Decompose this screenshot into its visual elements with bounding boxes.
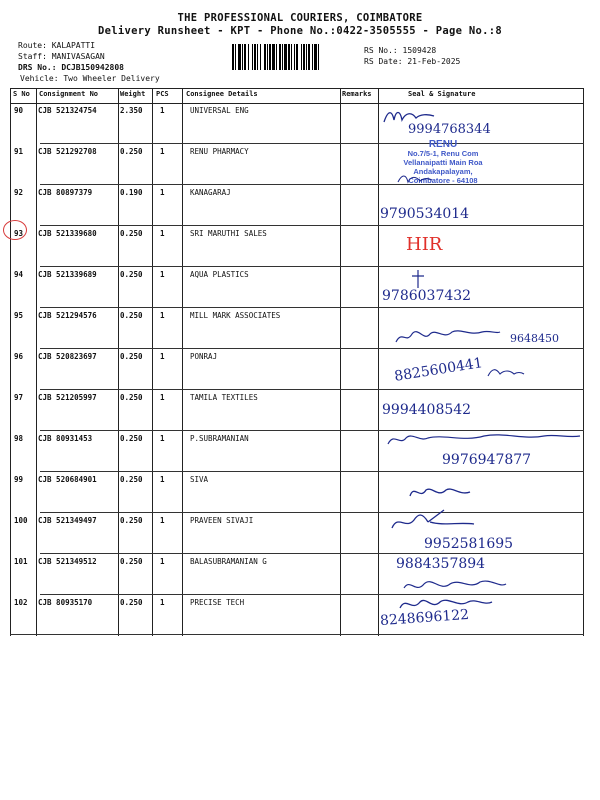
row-sno: 94 [14, 270, 24, 279]
row-pcs: 1 [160, 106, 165, 115]
table-row [10, 389, 584, 430]
row-pcs: 1 [160, 188, 165, 197]
handwritten-phone: 9994768344 [408, 122, 491, 137]
handwritten-phone: 9884357894 [396, 556, 486, 572]
row-divider [40, 512, 584, 513]
row-weight: 0.250 [120, 516, 143, 525]
signature-95 [392, 324, 502, 348]
signature-96 [486, 366, 526, 380]
row-divider [40, 266, 584, 267]
table-bottom-border [10, 634, 584, 635]
row-divider [40, 553, 584, 554]
row-sno: 93 [14, 229, 24, 238]
row-consignment-no: CJB 521349512 [38, 557, 97, 566]
row-pcs: 1 [160, 557, 165, 566]
row-consignment-no: CJB 520823697 [38, 352, 97, 361]
meta-right [364, 45, 460, 67]
row-sno: 102 [14, 598, 28, 607]
row-consignment-no: CJB 521292708 [38, 147, 97, 156]
row-consignee: P.SUBRAMANIAN [190, 434, 249, 443]
col-consignment: Consignment No [39, 90, 99, 98]
red-circle-mark [3, 220, 27, 240]
table-row [10, 184, 584, 225]
handwritten-phone: 8825600441 [393, 355, 484, 385]
table-row [10, 266, 584, 307]
row-sno: 101 [14, 557, 28, 566]
handwritten-mark: HIR [406, 234, 443, 255]
col-remarks: Remarks [342, 90, 372, 98]
row-consignment-no: CJB 521349497 [38, 516, 97, 525]
row-consignment-no: CJB 521205997 [38, 393, 97, 402]
stamp-line: Coimbatore - 64108 [408, 176, 478, 185]
row-consignee: UNIVERSAL ENG [190, 106, 249, 115]
handwritten-phone: 9976947877 [442, 452, 532, 468]
row-consignment-no: CJB 521294576 [38, 311, 97, 320]
col-sno: S No [13, 90, 30, 98]
row-pcs: 1 [160, 475, 165, 484]
row-pcs: 1 [160, 434, 165, 443]
row-pcs: 1 [160, 598, 165, 607]
row-sno: 90 [14, 106, 24, 115]
row-consignee: PRECISE TECH [190, 598, 245, 607]
rs-date-label: RS Date: 21-Feb-2025 [364, 57, 461, 66]
stamp-line: Andakapalayam, [413, 167, 473, 176]
handwritten-phone: 9786037432 [382, 288, 472, 304]
table-row [10, 102, 584, 143]
row-consignment-no: CJB 80897379 [38, 188, 93, 197]
runsheet-table [10, 88, 584, 636]
row-weight: 2.350 [120, 106, 143, 115]
row-weight: 0.250 [120, 557, 143, 566]
row-weight: 0.190 [120, 188, 143, 197]
stamp-line: Vellanaipatti Main Roa [403, 158, 483, 167]
signature-94 [408, 268, 428, 290]
row-divider [40, 389, 584, 390]
row-pcs: 1 [160, 270, 165, 279]
row-consignment-no: CJB 521339689 [38, 270, 97, 279]
row-sno: 96 [14, 352, 24, 361]
meta-left [18, 40, 160, 84]
row-consignee: AQUA PLASTICS [190, 270, 249, 279]
row-sno: 99 [14, 475, 24, 484]
handwritten-phone: 9648450 [510, 332, 559, 345]
row-consignment-no: CJB 80931453 [38, 434, 93, 443]
row-pcs: 1 [160, 147, 165, 156]
row-consignee: MILL MARK ASSOCIATES [190, 311, 281, 320]
row-divider [40, 471, 584, 472]
signature-98 [384, 428, 584, 450]
row-consignee: SIVA [190, 475, 209, 484]
row-consignment-no: CJB 521339680 [38, 229, 97, 238]
stamp-line: RENU [428, 139, 458, 150]
row-sno: 97 [14, 393, 24, 402]
rs-no-label: RS No.: 1509428 [364, 46, 437, 55]
row-consignment-no: CJB 520684901 [38, 475, 97, 484]
row-sno: 91 [14, 147, 24, 156]
row-weight: 0.250 [120, 311, 143, 320]
signature-92 [396, 172, 436, 186]
runsheet-subtitle: Delivery Runsheet - KPT - Phone No.:0422-3505555 - Page No.:8 [98, 25, 502, 37]
vehicle-label: Vehicle: Two Wheeler Delivery [20, 74, 160, 83]
col-consignee: Consignee Details [186, 90, 258, 98]
row-weight: 0.250 [120, 434, 143, 443]
col-seal-signature: Seal & Signature [408, 90, 476, 98]
handwritten-phone: 9952581695 [424, 536, 514, 552]
drs-label: DRS No.: DCJB150942808 [18, 63, 124, 72]
row-weight: 0.250 [120, 270, 143, 279]
table-row [10, 225, 584, 266]
row-pcs: 1 [160, 393, 165, 402]
row-consignee: SRI MARUTHI SALES [190, 229, 267, 238]
row-sno: 100 [14, 516, 28, 525]
row-consignee: KANAGARAJ [190, 188, 231, 197]
row-pcs: 1 [160, 311, 165, 320]
signature-99 [406, 482, 476, 502]
company-title: THE PROFESSIONAL COURIERS, COIMBATORE [177, 12, 423, 24]
row-sno: 95 [14, 311, 24, 320]
row-weight: 0.250 [120, 229, 143, 238]
row-sno: 92 [14, 188, 24, 197]
barcode [232, 44, 350, 70]
signature-100 [388, 508, 478, 534]
stamp-line: No.7/5-1, Renu Com [407, 149, 479, 158]
col-weight: Weight [120, 90, 146, 98]
row-sno: 98 [14, 434, 24, 443]
table-row [10, 471, 584, 512]
row-weight: 0.250 [120, 393, 143, 402]
row-pcs: 1 [160, 352, 165, 361]
row-weight: 0.250 [120, 598, 143, 607]
col-pcs: PCS [156, 90, 169, 98]
row-pcs: 1 [160, 229, 165, 238]
row-consignee: PRAVEEN SIVAJI [190, 516, 254, 525]
row-weight: 0.250 [120, 147, 143, 156]
row-divider [40, 225, 584, 226]
row-weight: 0.250 [120, 475, 143, 484]
row-consignee: RENU PHARMACY [190, 147, 249, 156]
handwritten-phone: 9790534014 [380, 206, 470, 222]
row-consignee: TAMILA TEXTILES [190, 393, 258, 402]
staff-label: Staff: MANIVASAGAN [18, 52, 105, 61]
route-label: Route: KALAPATTI [18, 41, 96, 50]
handwritten-phone: 9994408542 [382, 402, 472, 418]
row-consignment-no: CJB 521324754 [38, 106, 97, 115]
row-divider [40, 307, 584, 308]
row-consignment-no: CJB 80935170 [38, 598, 93, 607]
row-weight: 0.250 [120, 352, 143, 361]
handwritten-phone: 8248696122 [379, 606, 470, 630]
row-consignee: BALASUBRAMANIAN G [190, 557, 267, 566]
row-pcs: 1 [160, 516, 165, 525]
table-row [10, 594, 584, 635]
row-consignee: PONRAJ [190, 352, 218, 361]
row-divider [40, 348, 584, 349]
